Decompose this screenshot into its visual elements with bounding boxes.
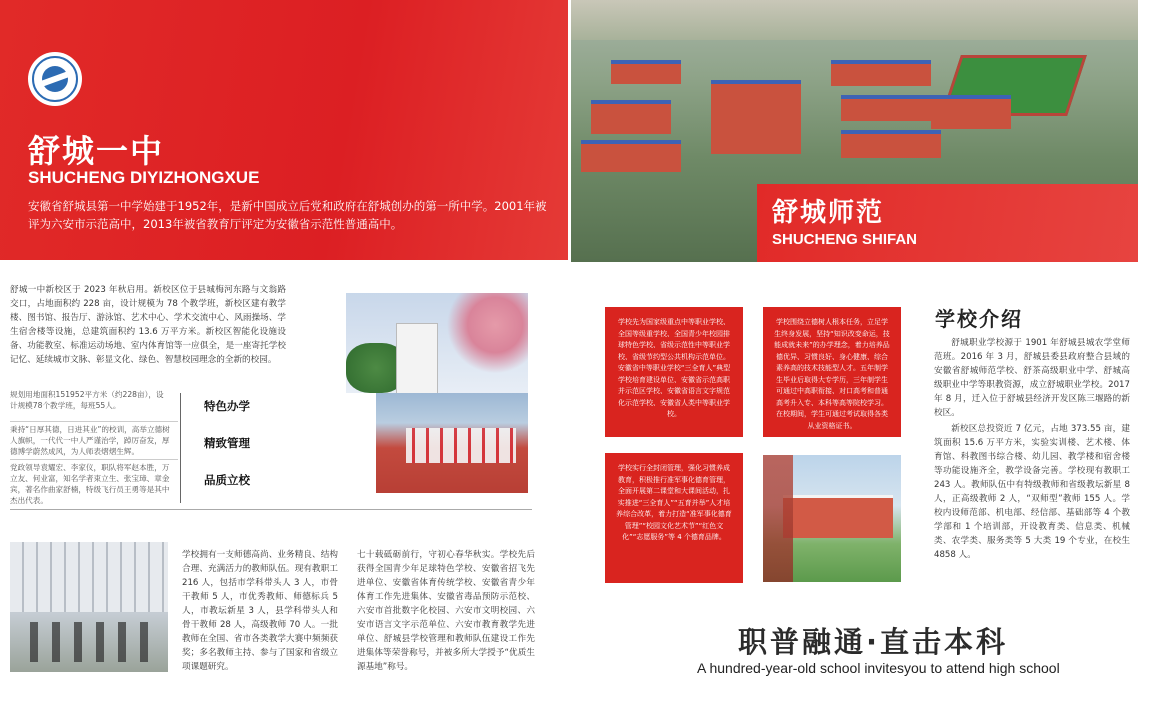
shifan-title-en: SHUCHENG SHIFAN	[772, 231, 918, 248]
red-info-box-3: 学校实行全封闭管理，强化习惯养成教育，积极推行准军事化德育管理，全面开展第二课堂和大课间活动，扎实推进“三全育人”“五育并举”人才培养综合改革，着力打造“准军事化德育管理”“校园文化艺术节”“红色文化”“志愿服务”等 4 个德育品牌。	[605, 453, 743, 583]
pillar-text-2: 秉持“日厚其德，日进其业”的校训，高举立德树人旗帜，一代代一中人严谨治学，踔厉奋发，厚德博学蔚然成风，为人师表熠熠生辉。	[10, 425, 170, 456]
pillar-label-1: 特色办学	[204, 399, 250, 413]
teachers-building-photo	[10, 542, 168, 672]
campus-flag-ceremony-photo	[346, 293, 528, 493]
banner-title-cn: 舒城一中	[28, 132, 165, 170]
banner-title-en: SHUCHENG DIYIZHONGXUE	[28, 168, 260, 187]
pillar-vertical-rule	[180, 393, 181, 503]
school-intro-para-2: 新校区总投资近 7 亿元，占地 373.55 亩，建筑面积 15.6 万平方米，实验实训楼、艺术楼、体育馆、科教图书综合楼、幼儿园、教学楼和宿舍楼等功能设施齐全，教学设备完善。学校现有教职工 243 人。教师队伍中有特级教师和省级教坛新星 8 人，正高级教师 2 人，“双师型”教师 155 人。学校内设师范部、机电部、经信部、基础部等 4 个教学部和 1 个培训部，开设教育类、信息类、机械类、农学类、服务类等 5 大类 19 个专业，在校生 4858 人。	[934, 424, 1130, 560]
honors-history-text: 七十载砥砺前行，守初心春华秋实。学校先后获得全国青少年足球特色学校、安徽省招飞先进单位、安徽省体育传统学校、安徽省青少年体育工作先进集体、安徽省毒品预防示范校、六安市首批数字化校园、六安市文明校园、六安市语言文字示范单位、六安市教育教学先进单位、舒城县学校管理和教师队伍建设工作先进集体等荣誉称号，并被多所大学授予“优质生源基地”称号。	[357, 550, 535, 672]
shifan-campus-photo	[763, 455, 901, 582]
yizhong-intro-text: 舒城一中新校区于 2023 年秋启用。新校区位于县城梅河东路与文翁路交口，占地面积约 228 亩，设计规模为 78 个教学班，新校区建有教学楼、图书馆、报告厅、游泳馆、艺术中心、学术交流中心、风雨操场、学生宿舍楼等设施，总建筑面积约 13.6 万平方米。新校区智能化设施设备、功能教室、标准运动场地、室内体育馆等一应俱全，是一座寄托学校记忆、延续城市文脉、彰显文化、绿色、智慧校园理念的全新的校园。	[10, 285, 286, 365]
teacher-staff-text: 学校拥有一支师德高尚、业务精良、结构合理、充满活力的教师队伍。现有教职工 216 人，包括市学科带头人 3 人，市骨干教师 5 人，市优秀教师、师德标兵 5 人，市教坛新星 3 人，县学科带头人和骨干教师 28 人，高级教师 70 人。一批教师在全国、省市各类教学大赛中频频获奖；多名教师主持、参与了国家和省级立项课题研究。	[182, 550, 338, 672]
section-divider	[10, 509, 532, 510]
school-intro-text	[934, 336, 1130, 562]
pillar-divider	[10, 421, 178, 422]
school-intro-title: 学校介绍	[935, 307, 1023, 331]
school-logo-icon	[28, 52, 82, 106]
slogan-cn: 职普融通·直击本科	[738, 625, 1009, 659]
pillar-label-2: 精致管理	[204, 436, 250, 450]
banner-description: 安徽省舒城县第一中学始建于1952年，是新中国成立后党和政府在舒城创办的第一所中学。2001年被评为六安市示范高中，2013年被省教育厅评定为安徽省示范性普通高中。	[28, 199, 547, 231]
school-intro-para-1: 舒城职业学校源于 1901 年舒城县城农学堂师范班。2016 年 3 月，舒城县委县政府整合县域的安徽省舒城师范学校、舒茶高级职业中学、舒城高级职业中学等职教资源，成立舒城职业学校。2017 年 8 月，迁入位于舒城县经济开发区陈三堰路的新校区。	[934, 338, 1130, 418]
pillar-divider	[10, 459, 178, 460]
pillar-label-3: 品质立校	[204, 473, 250, 487]
red-info-box-2: 学校围绕立德树人根本任务，立足学生终身发展，坚持“知识改变命运，技能成就未来”的办学理念，着力培养品德优异、习惯良好、身心健康、综合素养高的技术技能型人才。五年制学生毕业后取得大专学历，三年制学生可通过中高职衔接、对口高考和普通高考升入专、本科等高等院校学习。在校期间，学生可通过考试取得各类从业资格证书。	[763, 307, 901, 437]
pillar-text-1: 规划用地面积151952平方米（约228亩），设计规模78个教学班，每班55人。	[10, 390, 164, 410]
slogan-en: A hundred-year-old school invitesyou to attend high school	[697, 660, 1060, 676]
red-info-box-1: 学校先为国家级重点中等职业学校、全国等级重学校、全国青少年校园排球特色学校、省级示范性中等职业学校、省级节约型公共机构示范单位。安徽省中等职业学校“三全育人”典型学校培育建设单位、安徽省示范高职并示范区学校、安徽省语言文字规范化示范学校、安徽省人类中等职业学校。	[605, 307, 743, 437]
shifan-title-cn: 舒城师范	[772, 198, 885, 228]
pillar-text-3: 党政领导袁耀宏、李家仪，职队将军赵本胜，万立友、何业富，知名学者束立生、张宝璋、章金宾，著名作曲家舒楠，特级飞行员王勇等是其中杰出代表。	[10, 463, 170, 505]
